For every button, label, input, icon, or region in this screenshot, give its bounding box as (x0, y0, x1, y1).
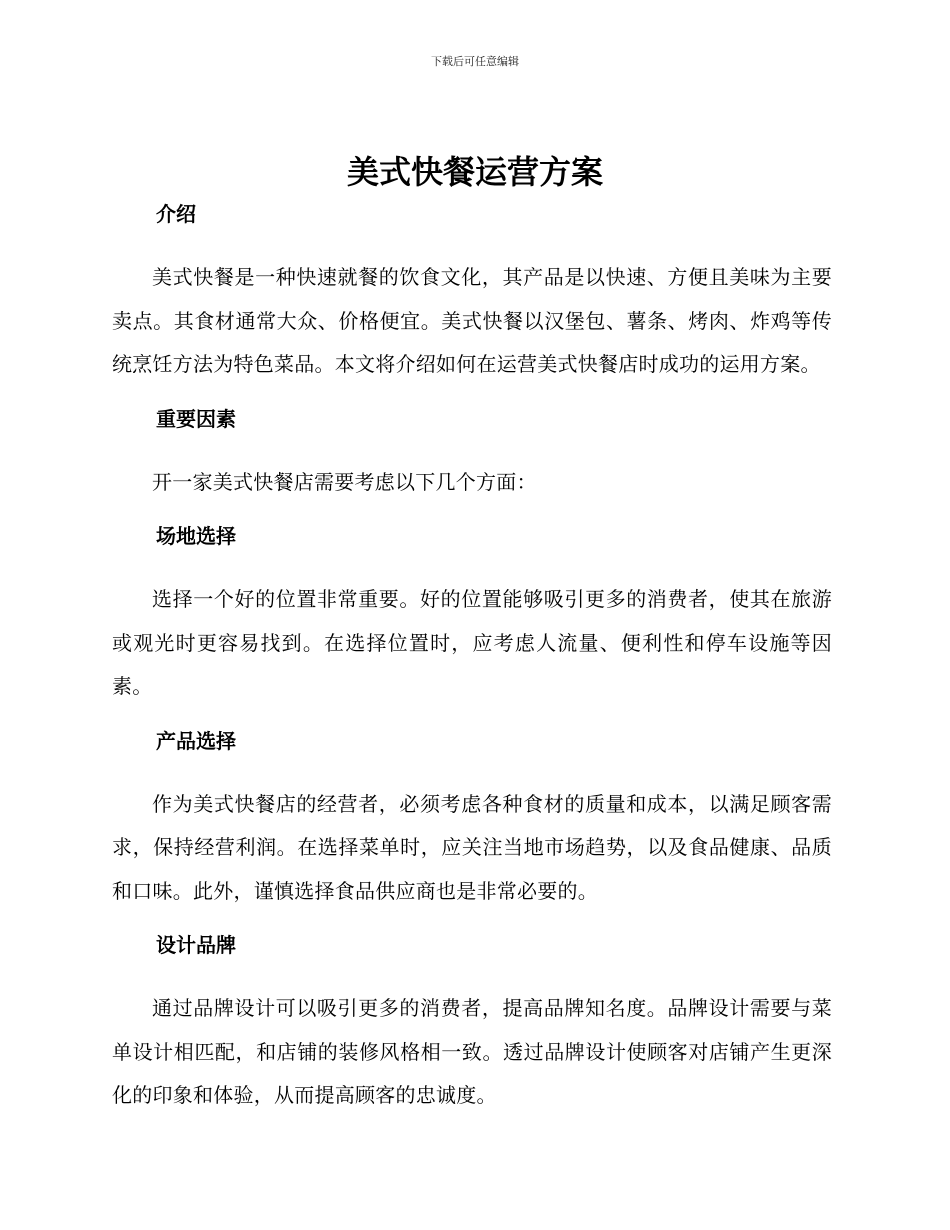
page-header-note: 下载后可任意编辑 (431, 55, 519, 68)
section-paragraph: 美式快餐是一种快速就餐的饮食文化，其产品是以快速、方便且美味为主要卖点。其食材通常大众、价格便宜。美式快餐以汉堡包、薯条、烤肉、炸鸡等传统烹饪方法为特色菜品。本文将介绍如何在运营美式快餐店时成功的运用方案。 (112, 265, 832, 376)
section-paragraph: 通过品牌设计可以吸引更多的消费者，提高品牌知名度。品牌设计需要与菜单设计相匹配，和店铺的装修风格相一致。透过品牌设计使顾客对店铺产生更深化的印象和体验，从而提高顾客的忠诚度。 (112, 996, 832, 1107)
section-brand-design (112, 931, 832, 1118)
section-heading: 场地选择 (156, 524, 236, 548)
section-paragraph: 作为美式快餐店的经营者，必须考虑各种食材的质量和成本，以满足顾客需求，保持经营利润。在选择菜单时，应关注当地市场趋势，以及食品健康、品质和口味。此外，谨慎选择食品供应商也是非常必要的。 (112, 791, 832, 903)
section-paragraph: 选择一个好的位置非常重要。好的位置能够吸引更多的消费者，使其在旅游或观光时更容易找到。在选择位置时，应考虑人流量、便利性和停车设施等因素。 (112, 587, 832, 698)
section-heading: 介绍 (156, 202, 196, 226)
section-heading: 设计品牌 (156, 933, 236, 957)
section-heading: 重要因素 (156, 406, 236, 431)
section-heading: 产品选择 (156, 728, 236, 753)
document-body (112, 200, 832, 1118)
section-product-selection (112, 727, 832, 914)
section-paragraph: 开一家美式快餐店需要考虑以下几个方面： (152, 469, 537, 494)
section-key-factors (112, 405, 832, 505)
section-introduction (112, 200, 832, 387)
document-title: 美式快餐运营方案 (346, 153, 603, 191)
section-site-selection (112, 522, 832, 709)
